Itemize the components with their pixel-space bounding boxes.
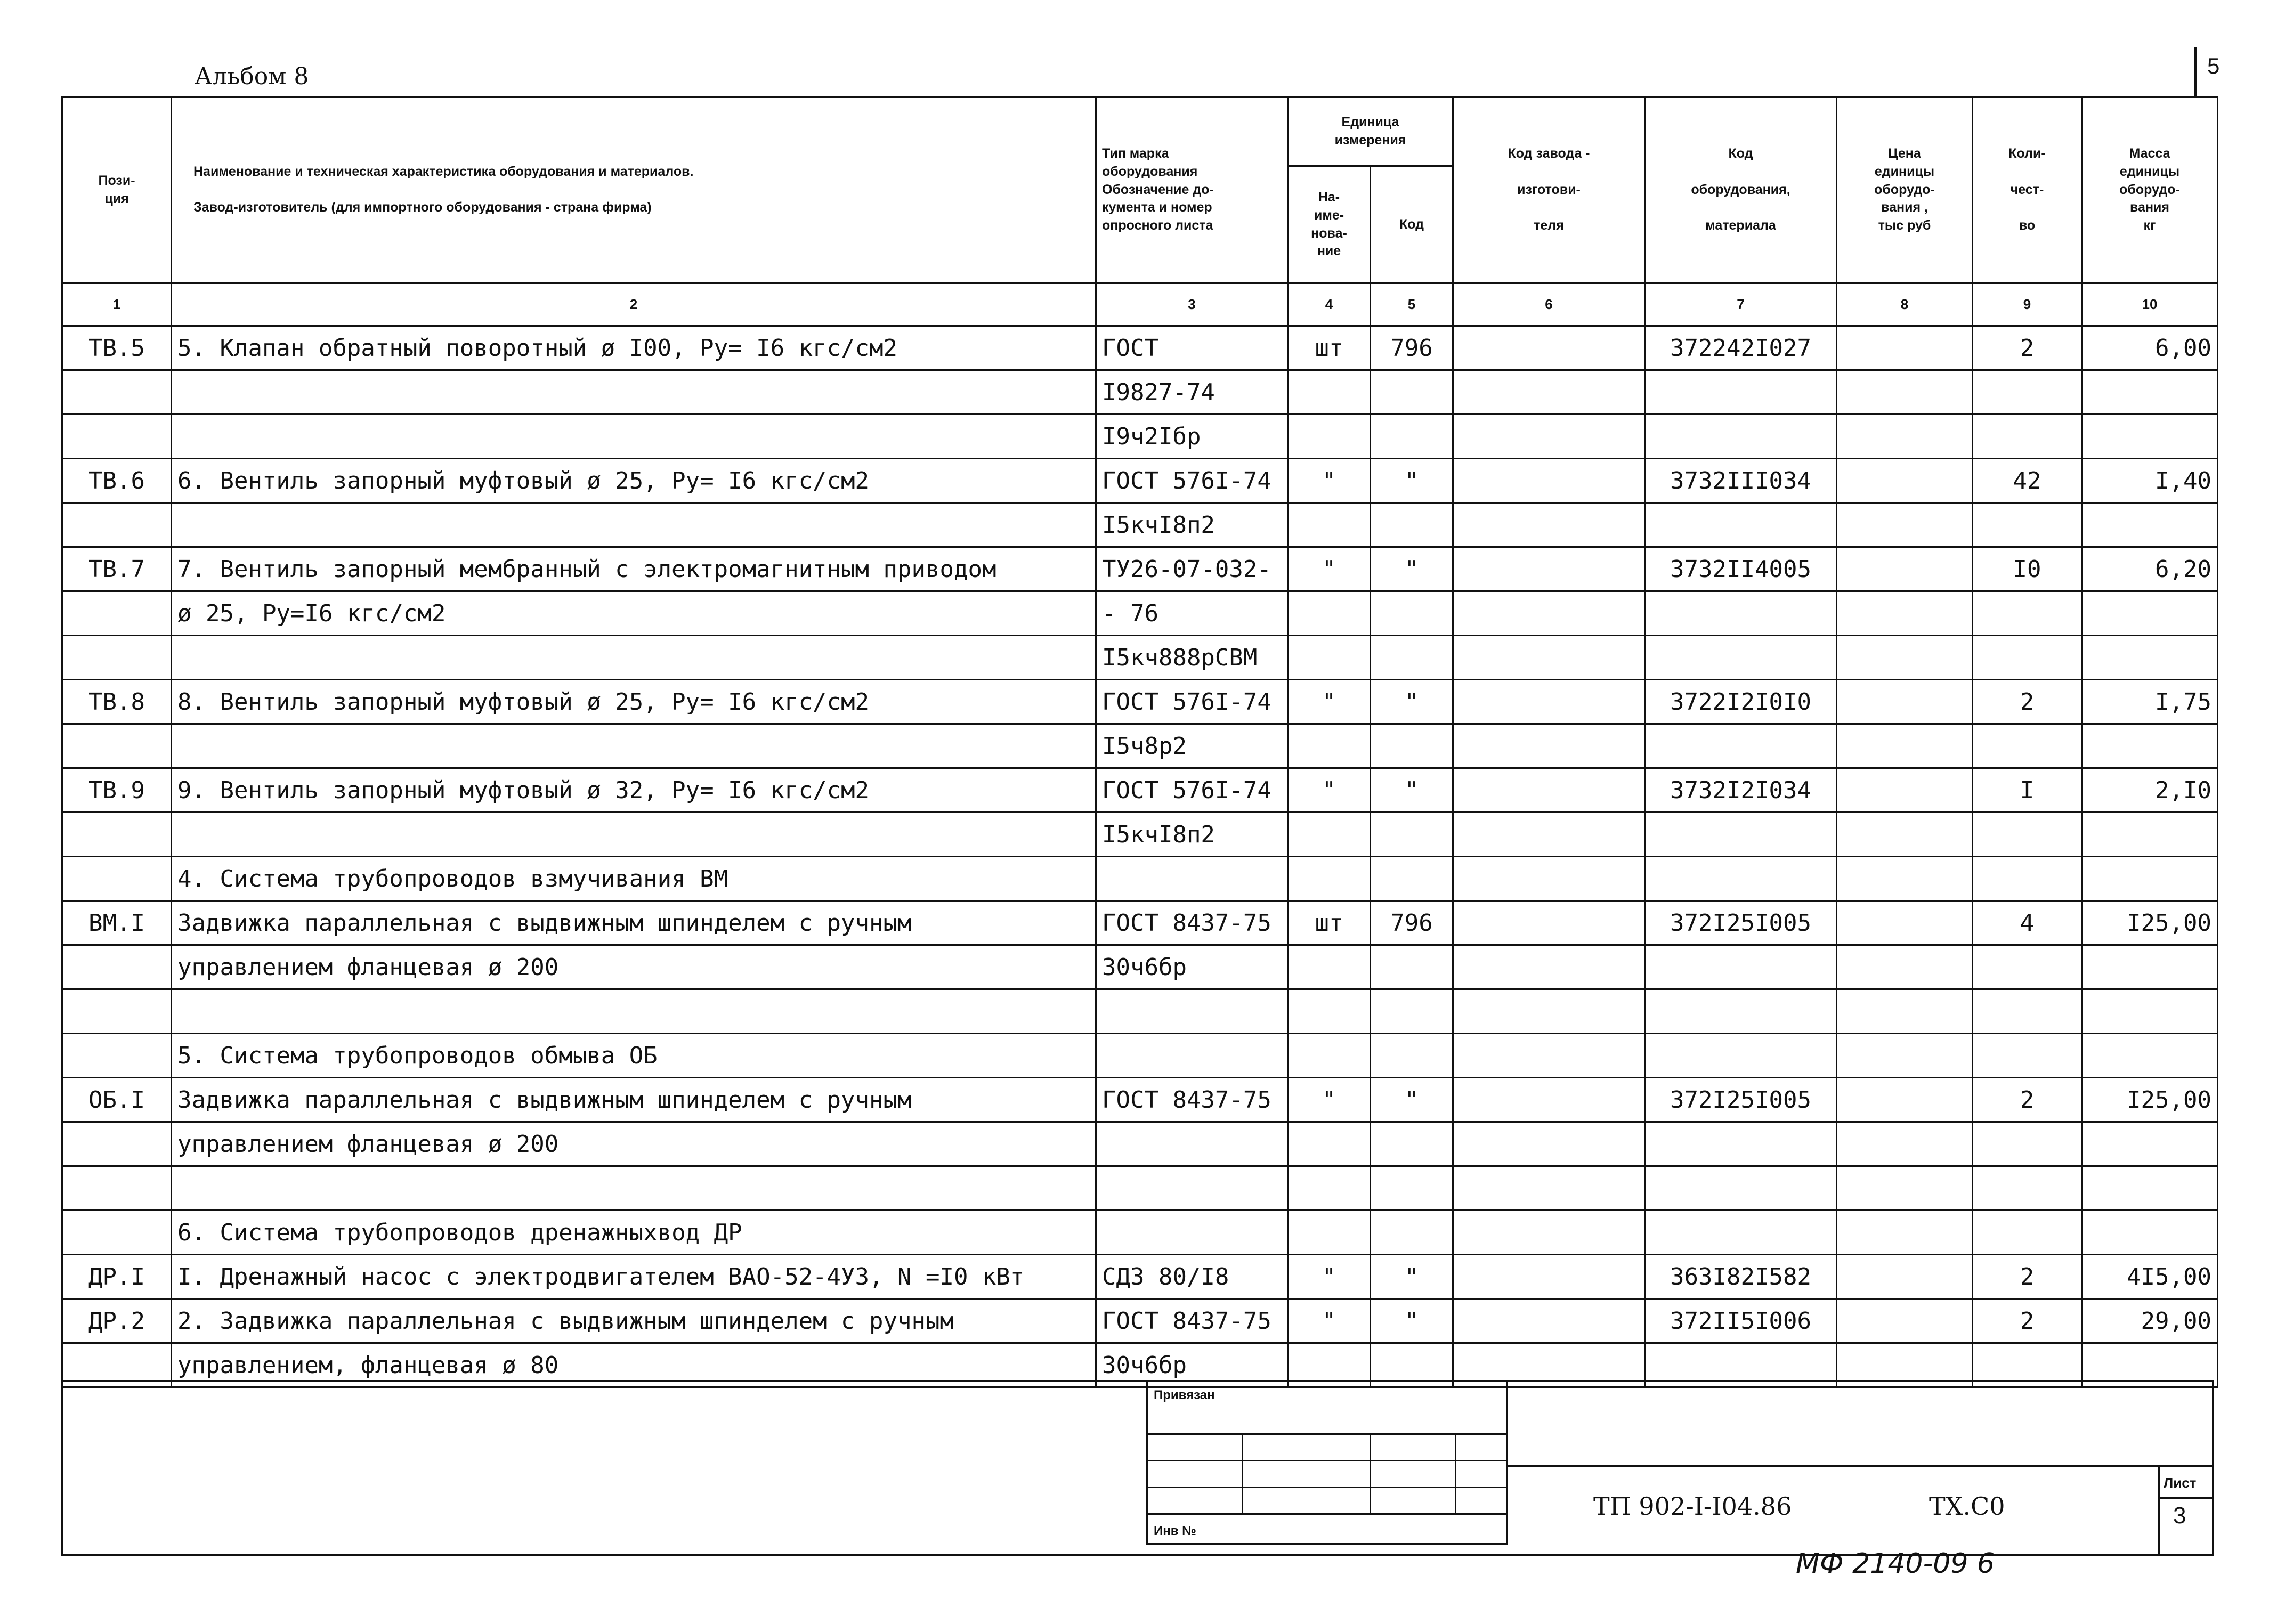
row-unit-code <box>1371 989 1453 1034</box>
row-price <box>1837 326 1973 370</box>
row-price <box>1837 1211 1973 1255</box>
row-type: I5ч8р2 <box>1096 724 1288 768</box>
row-price <box>1837 503 1973 547</box>
row-price <box>1837 591 1973 636</box>
row-unit-code: " <box>1371 768 1453 813</box>
row-mass: 6,00 <box>2082 326 2218 370</box>
header-plant-code: Код завода - изготови- теля <box>1453 97 1645 283</box>
row-plant-code <box>1453 503 1645 547</box>
row-quantity <box>1973 636 2082 680</box>
row-mass: 6,20 <box>2082 547 2218 591</box>
row-unit <box>1288 945 1371 989</box>
row-quantity <box>1973 813 2082 857</box>
row-price <box>1837 1255 1973 1299</box>
row-name: Задвижка параллельная с выдвижным шпинделем с ручным <box>172 901 1096 945</box>
row-mass <box>2082 1211 2218 1255</box>
row-plant-code <box>1453 1078 1645 1122</box>
row-quantity: 4 <box>1973 901 2082 945</box>
row-plant-code <box>1453 1034 1645 1078</box>
row-name <box>172 415 1096 459</box>
page-number: 5 <box>2207 53 2220 78</box>
row-price <box>1837 1122 1973 1166</box>
row-mass <box>2082 636 2218 680</box>
row-quantity <box>1973 370 2082 415</box>
row-mass: 29,00 <box>2082 1299 2218 1343</box>
row-unit: " <box>1288 1299 1371 1343</box>
row-type: 30ч6бр <box>1096 945 1288 989</box>
table-row <box>62 1299 2218 1343</box>
row-price <box>1837 1299 1973 1343</box>
row-material-code <box>1645 724 1837 768</box>
table-row <box>62 1078 2218 1122</box>
row-position: ДР.I <box>62 1255 172 1299</box>
row-unit <box>1288 1166 1371 1211</box>
row-unit-code: " <box>1371 1255 1453 1299</box>
column-number: 6 <box>1453 283 1645 326</box>
row-unit-code <box>1371 857 1453 901</box>
row-quantity: I <box>1973 768 2082 813</box>
sheet-label: Лист <box>2164 1475 2197 1491</box>
header-position: Пози- ция <box>62 97 172 283</box>
row-position: ОБ.I <box>62 1078 172 1122</box>
row-name <box>172 724 1096 768</box>
row-price <box>1837 415 1973 459</box>
row-position <box>62 370 172 415</box>
row-mass <box>2082 1034 2218 1078</box>
row-plant-code <box>1453 1166 1645 1211</box>
row-price <box>1837 459 1973 503</box>
row-mass: I25,00 <box>2082 901 2218 945</box>
row-material-code <box>1645 945 1837 989</box>
row-position: ТВ.9 <box>62 768 172 813</box>
row-unit-code <box>1371 813 1453 857</box>
stamp-inventory: Инв № <box>1154 1524 1196 1538</box>
row-material-code <box>1645 370 1837 415</box>
row-name <box>172 813 1096 857</box>
row-plant-code <box>1453 813 1645 857</box>
row-mass <box>2082 415 2218 459</box>
row-name <box>172 1166 1096 1211</box>
table-row <box>62 1034 2218 1078</box>
table-row <box>62 1122 2218 1166</box>
row-material-code <box>1645 591 1837 636</box>
row-mass <box>2082 945 2218 989</box>
document-designation: ТП 902-I-I04.86 <box>1593 1492 1792 1521</box>
row-type <box>1096 1211 1288 1255</box>
row-price <box>1837 636 1973 680</box>
row-unit-code: " <box>1371 680 1453 724</box>
row-type: ГОСТ 576I-74 <box>1096 680 1288 724</box>
row-mass: I,75 <box>2082 680 2218 724</box>
header-name: Наименование и техническая характеристика оборудования и материалов. Завод-изготовитель (для импортного оборудования - страна фирма) <box>172 97 1096 283</box>
row-price <box>1837 857 1973 901</box>
column-number: 5 <box>1371 283 1453 326</box>
row-price <box>1837 1166 1973 1211</box>
title-block-border <box>2158 1497 2214 1499</box>
row-position <box>62 1211 172 1255</box>
table-row <box>62 503 2218 547</box>
row-mass <box>2082 724 2218 768</box>
row-position <box>62 636 172 680</box>
row-unit <box>1288 1034 1371 1078</box>
row-price <box>1837 813 1973 857</box>
row-plant-code <box>1453 1299 1645 1343</box>
row-quantity: 2 <box>1973 1299 2082 1343</box>
row-material-code: 372I25I005 <box>1645 901 1837 945</box>
table-row <box>62 326 2218 370</box>
header-quantity: Коли- чест- во <box>1973 97 2082 283</box>
column-number: 4 <box>1288 283 1371 326</box>
row-material-code <box>1645 857 1837 901</box>
title-block-border <box>2212 1380 2214 1556</box>
row-quantity: I0 <box>1973 547 2082 591</box>
row-material-code <box>1645 415 1837 459</box>
header-material-code: Код оборудования, материала <box>1645 97 1837 283</box>
row-name: 5. Клапан обратный поворотный ø I00, Ру= I6 кгс/см2 <box>172 326 1096 370</box>
table-row <box>62 945 2218 989</box>
stamp-title: Привязан <box>1154 1388 1215 1402</box>
row-material-code: 372I25I005 <box>1645 1078 1837 1122</box>
row-price <box>1837 901 1973 945</box>
row-unit-code <box>1371 1211 1453 1255</box>
row-unit: шт <box>1288 326 1371 370</box>
row-mass: 2,I0 <box>2082 768 2218 813</box>
row-plant-code <box>1453 680 1645 724</box>
row-type: ТУ26-07-032- <box>1096 547 1288 591</box>
row-price <box>1837 547 1973 591</box>
row-unit-code: " <box>1371 1078 1453 1122</box>
table-row <box>62 1211 2218 1255</box>
row-type: ГОСТ 8437-75 <box>1096 1299 1288 1343</box>
row-unit-code: " <box>1371 459 1453 503</box>
title-block-border <box>2158 1465 2160 1556</box>
row-unit-code <box>1371 945 1453 989</box>
row-material-code <box>1645 1211 1837 1255</box>
row-quantity <box>1973 503 2082 547</box>
row-unit-code <box>1371 636 1453 680</box>
row-type: 30ч6бр <box>1096 1343 1288 1387</box>
row-name: управлением, фланцевая ø 80 <box>172 1343 1096 1387</box>
row-unit: " <box>1288 459 1371 503</box>
row-plant-code <box>1453 370 1645 415</box>
row-position: ВМ.I <box>62 901 172 945</box>
row-quantity <box>1973 1166 2082 1211</box>
row-quantity <box>1973 1122 2082 1166</box>
row-position <box>62 813 172 857</box>
row-type: I5кчI8п2 <box>1096 503 1288 547</box>
row-price <box>1837 370 1973 415</box>
title-block-border <box>61 1380 2214 1382</box>
table-row <box>62 1255 2218 1299</box>
row-plant-code <box>1453 1122 1645 1166</box>
row-material-code <box>1645 1122 1837 1166</box>
row-mass: 4I5,00 <box>2082 1255 2218 1299</box>
column-number: 7 <box>1645 283 1837 326</box>
row-price <box>1837 1078 1973 1122</box>
row-mass: I25,00 <box>2082 1078 2218 1122</box>
row-plant-code <box>1453 768 1645 813</box>
row-material-code: 3732III034 <box>1645 459 1837 503</box>
row-unit-code <box>1371 503 1453 547</box>
row-name: Задвижка параллельная с выдвижным шпинделем с ручным <box>172 1078 1096 1122</box>
row-position <box>62 1034 172 1078</box>
row-name <box>172 989 1096 1034</box>
column-number: 9 <box>1973 283 2082 326</box>
row-unit <box>1288 989 1371 1034</box>
header-unit-name: На- име- нова- ние <box>1288 166 1371 283</box>
row-position: ДР.2 <box>62 1299 172 1343</box>
column-number: 2 <box>172 283 1096 326</box>
row-material-code <box>1645 989 1837 1034</box>
row-plant-code <box>1453 724 1645 768</box>
row-material-code: 372242I027 <box>1645 326 1837 370</box>
row-plant-code <box>1453 1211 1645 1255</box>
row-unit <box>1288 1211 1371 1255</box>
row-mass <box>2082 591 2218 636</box>
row-price <box>1837 989 1973 1034</box>
title-block-border <box>61 1380 63 1556</box>
table-row <box>62 370 2218 415</box>
row-unit <box>1288 813 1371 857</box>
row-material-code <box>1645 1034 1837 1078</box>
table-row <box>62 459 2218 503</box>
row-position <box>62 857 172 901</box>
column-numbers-row <box>62 283 2218 326</box>
table-row <box>62 636 2218 680</box>
row-quantity <box>1973 1034 2082 1078</box>
row-position <box>62 415 172 459</box>
table-row <box>62 989 2218 1034</box>
row-unit <box>1288 591 1371 636</box>
row-quantity <box>1973 1211 2082 1255</box>
row-quantity: 2 <box>1973 1078 2082 1122</box>
row-plant-code <box>1453 459 1645 503</box>
row-unit <box>1288 636 1371 680</box>
row-quantity <box>1973 591 2082 636</box>
row-mass <box>2082 857 2218 901</box>
row-name: 4. Система трубопроводов взмучивания ВМ <box>172 857 1096 901</box>
header-price: Цена единицы оборудо- вания , тыс руб <box>1837 97 1973 283</box>
row-unit: " <box>1288 680 1371 724</box>
row-type: ГОСТ 8437-75 <box>1096 901 1288 945</box>
row-quantity <box>1973 857 2082 901</box>
row-plant-code <box>1453 636 1645 680</box>
row-quantity: 2 <box>1973 1255 2082 1299</box>
row-mass <box>2082 1166 2218 1211</box>
row-quantity <box>1973 415 2082 459</box>
row-type: I5кч888рСВМ <box>1096 636 1288 680</box>
row-unit-code: " <box>1371 547 1453 591</box>
document-code: ТХ.С0 <box>1929 1492 2005 1521</box>
row-material-code: 3732I2I034 <box>1645 768 1837 813</box>
sheet-number: 3 <box>2173 1503 2186 1529</box>
row-name: 6. Вентиль запорный муфтовый ø 25, Ру= I6 кгс/см2 <box>172 459 1096 503</box>
row-type <box>1096 989 1288 1034</box>
row-position <box>62 1122 172 1166</box>
row-material-code <box>1645 813 1837 857</box>
header-unit-code: Код <box>1371 166 1453 283</box>
row-position: ТВ.6 <box>62 459 172 503</box>
row-position <box>62 503 172 547</box>
row-type <box>1096 1122 1288 1166</box>
row-type: ГОСТ <box>1096 326 1288 370</box>
row-unit <box>1288 857 1371 901</box>
table-row <box>62 1166 2218 1211</box>
header-mass: Масса единицы оборудо- вания кг <box>2082 97 2218 283</box>
row-unit <box>1288 1122 1371 1166</box>
row-type <box>1096 1034 1288 1078</box>
row-material-code: 363I82I582 <box>1645 1255 1837 1299</box>
table-row <box>62 415 2218 459</box>
specification-table <box>61 96 2218 1388</box>
table-row <box>62 547 2218 591</box>
row-name: I. Дренажный насос с электродвигателем ВАО-52-4У3, N =I0 кВт <box>172 1255 1096 1299</box>
row-position <box>62 945 172 989</box>
row-unit-code <box>1371 370 1453 415</box>
binding-stamp <box>1146 1380 1508 1545</box>
row-material-code <box>1645 503 1837 547</box>
row-unit: " <box>1288 768 1371 813</box>
row-type: ГОСТ 8437-75 <box>1096 1078 1288 1122</box>
table-row <box>62 857 2218 901</box>
row-plant-code <box>1453 547 1645 591</box>
row-type: I9ч2Iбр <box>1096 415 1288 459</box>
row-position <box>62 989 172 1034</box>
row-quantity: 42 <box>1973 459 2082 503</box>
row-name <box>172 503 1096 547</box>
table-row <box>62 813 2218 857</box>
table-row <box>62 901 2218 945</box>
row-unit-code <box>1371 724 1453 768</box>
row-unit-code <box>1371 1122 1453 1166</box>
row-unit-code <box>1371 415 1453 459</box>
row-material-code <box>1645 1166 1837 1211</box>
row-plant-code <box>1453 1255 1645 1299</box>
row-quantity <box>1973 945 2082 989</box>
table-row <box>62 724 2218 768</box>
row-unit: " <box>1288 547 1371 591</box>
row-mass <box>2082 989 2218 1034</box>
row-unit <box>1288 415 1371 459</box>
row-plant-code <box>1453 415 1645 459</box>
row-plant-code <box>1453 989 1645 1034</box>
handwritten-note: МФ 2140-09 6 <box>1796 1548 1995 1580</box>
row-type: - 76 <box>1096 591 1288 636</box>
row-unit <box>1288 503 1371 547</box>
row-position: ТВ.7 <box>62 547 172 591</box>
row-name: 5. Система трубопроводов обмыва ОБ <box>172 1034 1096 1078</box>
row-price <box>1837 768 1973 813</box>
row-material-code <box>1645 636 1837 680</box>
row-material-code: 372II5I006 <box>1645 1299 1837 1343</box>
row-unit: шт <box>1288 901 1371 945</box>
header-type: Тип марка оборудования Обозначение до- кумента и номер опросного листа <box>1096 97 1288 283</box>
row-plant-code <box>1453 591 1645 636</box>
row-mass <box>2082 370 2218 415</box>
row-unit <box>1288 724 1371 768</box>
row-name <box>172 370 1096 415</box>
row-price <box>1837 1034 1973 1078</box>
title-block-border <box>1508 1465 2214 1467</box>
row-position <box>62 591 172 636</box>
row-type: I5кчI8п2 <box>1096 813 1288 857</box>
row-type <box>1096 857 1288 901</box>
table-row <box>62 591 2218 636</box>
table-row <box>62 680 2218 724</box>
row-material-code: 3732II4005 <box>1645 547 1837 591</box>
row-mass <box>2082 1122 2218 1166</box>
row-quantity: 2 <box>1973 326 2082 370</box>
header-unit: Единица измерения <box>1288 97 1453 166</box>
row-type: ГОСТ 576I-74 <box>1096 768 1288 813</box>
column-number: 3 <box>1096 283 1288 326</box>
row-price <box>1837 724 1973 768</box>
column-number: 8 <box>1837 283 1973 326</box>
row-position <box>62 724 172 768</box>
row-material-code: 3722I2I0I0 <box>1645 680 1837 724</box>
row-unit-code <box>1371 1034 1453 1078</box>
row-type: I9827-74 <box>1096 370 1288 415</box>
row-name: 7. Вентиль запорный мембранный с электромагнитным приводом <box>172 547 1096 591</box>
row-unit-code: 796 <box>1371 901 1453 945</box>
row-quantity <box>1973 724 2082 768</box>
row-unit-code: " <box>1371 1299 1453 1343</box>
row-position: ТВ.8 <box>62 680 172 724</box>
row-price <box>1837 680 1973 724</box>
row-type: ГОСТ 576I-74 <box>1096 459 1288 503</box>
row-mass: I,40 <box>2082 459 2218 503</box>
row-name: 2. Задвижка параллельная с выдвижным шпинделем с ручным <box>172 1299 1096 1343</box>
row-name: 6. Система трубопроводов дренажныхвод ДР <box>172 1211 1096 1255</box>
row-unit: " <box>1288 1255 1371 1299</box>
row-unit-code <box>1371 1166 1453 1211</box>
row-quantity <box>1973 989 2082 1034</box>
column-number: 1 <box>62 283 172 326</box>
column-number: 10 <box>2082 283 2218 326</box>
row-name: управлением фланцевая ø 200 <box>172 1122 1096 1166</box>
row-price <box>1837 945 1973 989</box>
row-unit-code: 796 <box>1371 326 1453 370</box>
row-unit-code <box>1371 591 1453 636</box>
row-name: 9. Вентиль запорный муфтовый ø 32, Ру= I6 кгс/см2 <box>172 768 1096 813</box>
row-plant-code <box>1453 326 1645 370</box>
table-row <box>62 768 2218 813</box>
row-quantity: 2 <box>1973 680 2082 724</box>
row-plant-code <box>1453 901 1645 945</box>
row-position <box>62 1166 172 1211</box>
row-position: ТВ.5 <box>62 326 172 370</box>
row-name: ø 25, Ру=I6 кгс/см2 <box>172 591 1096 636</box>
row-unit: " <box>1288 1078 1371 1122</box>
row-mass <box>2082 813 2218 857</box>
row-name: 8. Вентиль запорный муфтовый ø 25, Ру= I6 кгс/см2 <box>172 680 1096 724</box>
row-type: СДЗ 80/I8 <box>1096 1255 1288 1299</box>
row-plant-code <box>1453 857 1645 901</box>
album-label: Альбом 8 <box>195 63 309 90</box>
row-type <box>1096 1166 1288 1211</box>
row-unit <box>1288 370 1371 415</box>
row-name <box>172 636 1096 680</box>
row-plant-code <box>1453 945 1645 989</box>
row-mass <box>2082 503 2218 547</box>
row-name: управлением фланцевая ø 200 <box>172 945 1096 989</box>
